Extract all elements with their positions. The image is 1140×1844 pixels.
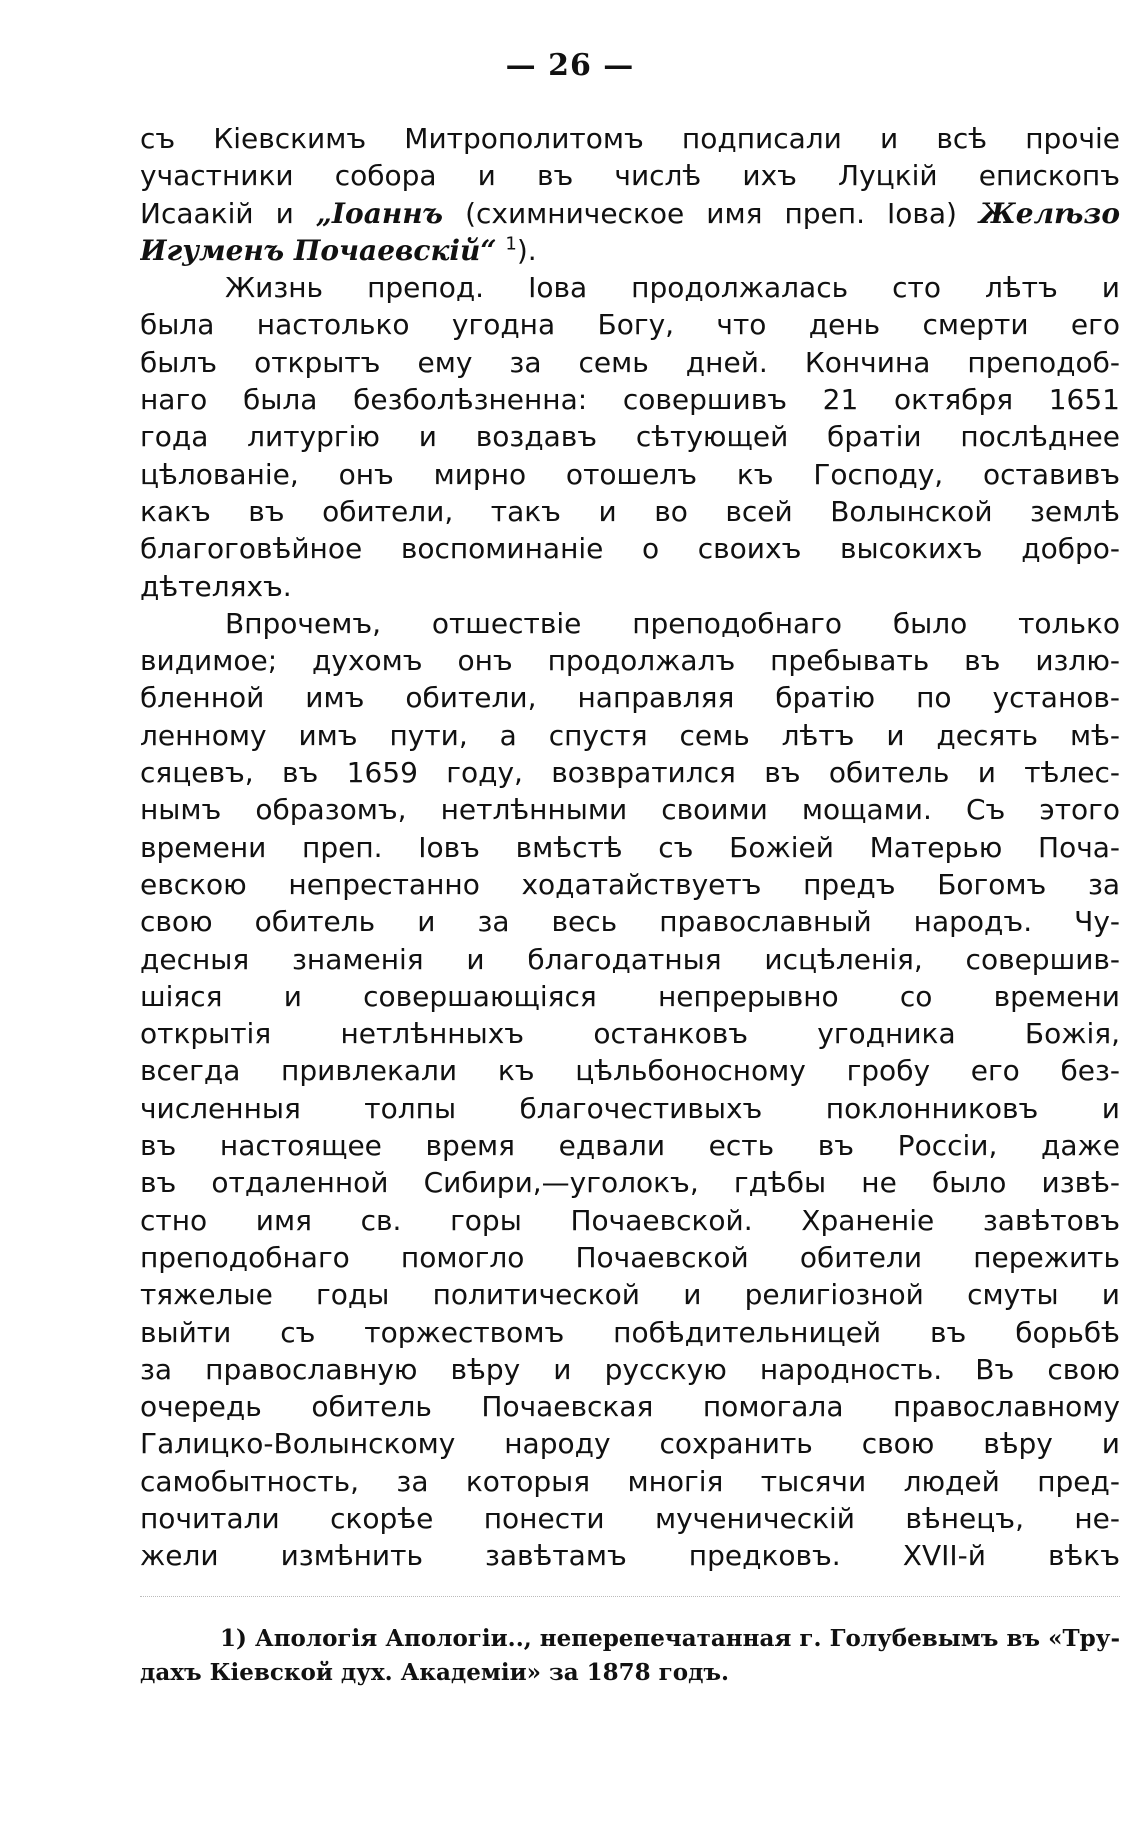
footnote-text: Апологія Апологіи.., неперепечатанная г. Голубевымъ въ «Тру- <box>254 1625 1120 1652</box>
footnote <box>140 1622 1120 1690</box>
text-line: свою обитель и за весь православный народъ. Чу- <box>140 905 1120 939</box>
text-line: преподобнаго помогло Почаевской обители пережить <box>140 1240 1120 1274</box>
text-line: сяцевъ, въ 1659 году, возвратился въ обитель и тѣлес- <box>140 756 1120 790</box>
text-line: благоговѣйное воспоминаніе о своихъ высокихъ добро- <box>140 532 1120 566</box>
text-line: десныя знаменія и благодатныя исцѣленія, совершив- <box>140 942 1120 976</box>
text-line: въ отдаленной Сибири,—уголокъ, гдѣбы не было извѣ- <box>140 1166 1120 1200</box>
text-line: почитали скорѣе понести мученическій вѣнецъ, не- <box>140 1501 1120 1535</box>
page-number: — 26 — <box>505 48 635 83</box>
text-line: цѣлованіе, онъ мирно отошелъ къ Господу, оставивъ <box>140 457 1120 491</box>
text-line: была настолько угодна Богу, что день смерти его <box>140 308 1120 342</box>
text-line: какъ въ обители, такъ и во всей Волынской землѣ <box>140 494 1120 528</box>
text-line: дѣтеляхъ. <box>140 569 292 603</box>
footnote-line: дахъ Кіевской дух. Академіи» за 1878 годъ. <box>140 1659 730 1686</box>
text-line: открытія нетлѣнныхъ останковъ угодника Божія, <box>140 1017 1120 1051</box>
text-line: очередь обитель Почаевская помогала православному <box>140 1390 1120 1424</box>
text-line: евскою непрестанно ходатайствуетъ предъ Богомъ за <box>140 867 1120 901</box>
text-fragment: Исаакій и <box>140 196 316 230</box>
text-line-with-names <box>140 232 1120 269</box>
italic-name: Желѣзо <box>979 196 1120 230</box>
text-line: самобытность, за которыя многія тысячи людей пред- <box>140 1464 1120 1498</box>
footnote-divider <box>140 1596 1120 1597</box>
text-line: съ Кіевскимъ Митрополитомъ подписали и всѣ прочіе <box>140 122 1120 155</box>
text-line: тяжелые годы политической и религіозной смуты и <box>140 1278 1120 1312</box>
text-line: стно имя св. горы Почаевской. Храненіе завѣтовъ <box>140 1203 1120 1237</box>
text-line: наго была безболѣзненна: совершивъ 21 октября 1651 <box>140 383 1120 417</box>
text-line: Жизнь препод. Іова продолжалась сто лѣтъ и <box>225 271 1120 305</box>
text-line: жели измѣнить завѣтамъ предковъ. XVII-й вѣкъ <box>140 1539 1120 1573</box>
text-line: Впрочемъ, отшествіе преподобнаго было только <box>225 606 1120 640</box>
text-fragment: (схимническое имя преп. Іова) <box>443 196 980 230</box>
text-fragment: ). <box>516 233 537 267</box>
footnote-marker: 1) <box>220 1625 247 1652</box>
text-line: численныя толпы благочестивыхъ поклонниковъ и <box>140 1091 1120 1125</box>
text-line: бленной имъ обители, направляя братію по установ- <box>140 681 1120 715</box>
italic-name: „Іоаннъ <box>315 196 444 230</box>
text-line: года литургію и воздавъ сѣтующей братіи послѣднее <box>140 420 1120 454</box>
text-line: всегда привлекали къ цѣльбоносному гробу его без- <box>140 1054 1120 1088</box>
text-line: былъ открытъ ему за семь дней. Кончина преподоб- <box>140 345 1120 379</box>
footnote-ref: 1 <box>505 233 517 255</box>
footnote-line <box>140 1622 1120 1656</box>
body-text <box>140 120 1120 1575</box>
text-line-with-names <box>140 195 1120 232</box>
text-line: шіяся и совершающіяся непрерывно со времени <box>140 979 1120 1013</box>
text-line: въ настоящее время едвали есть въ Россіи, даже <box>140 1129 1120 1163</box>
text-line: ленному имъ пути, а спустя семь лѣтъ и десять мѣ- <box>140 718 1120 752</box>
italic-name: Игуменъ Почаевскій“ <box>140 233 497 267</box>
text-line: участники собора и въ числѣ ихъ Луцкій епископъ <box>140 159 1120 193</box>
text-line: видимое; духомъ онъ продолжалъ пребывать въ излю- <box>140 644 1120 678</box>
text-line: нымъ образомъ, нетлѣнными своими мощами. Съ этого <box>140 793 1120 827</box>
text-line: за православную вѣру и русскую народность. Въ свою <box>140 1352 1120 1386</box>
text-line: времени преп. Іовъ вмѣстѣ съ Божіей Матерью Почa- <box>140 830 1120 864</box>
text-line: выйти съ торжествомъ побѣдительницей въ борьбѣ <box>140 1315 1120 1349</box>
text-line: Галицко-Волынскому народу сохранить свою вѣру и <box>140 1427 1120 1461</box>
